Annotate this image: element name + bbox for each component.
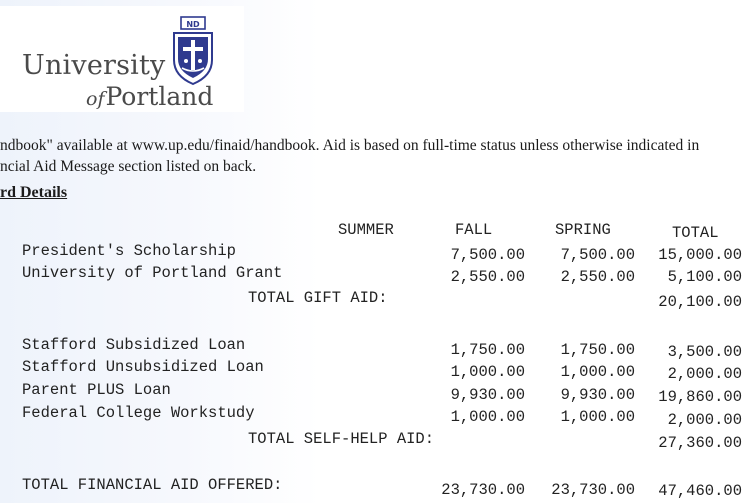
total-amount: 15,000.00 bbox=[658, 246, 742, 264]
aid-name: University of Portland Grant bbox=[22, 264, 283, 282]
spring-amount: 1,750.00 bbox=[560, 341, 635, 359]
crest-icon bbox=[172, 16, 214, 86]
intro-line-1: ndbook" available at www.up.edu/finaid/handbook. Aid is based on full-time status unless otherwise indicated in bbox=[0, 137, 700, 154]
grand-total-label: TOTAL FINANCIAL AID OFFERED: bbox=[22, 476, 283, 494]
total-amount: 2,000.00 bbox=[667, 411, 742, 429]
spring-amount: 1,000.00 bbox=[560, 408, 635, 426]
aid-name: Stafford Unsubsidized Loan bbox=[22, 358, 264, 376]
fall-amount: 1,000.00 bbox=[450, 408, 525, 426]
fall-amount: 2,550.00 bbox=[450, 268, 525, 286]
fall-amount: 1,750.00 bbox=[450, 341, 525, 359]
spring-amount: 1,000.00 bbox=[560, 363, 635, 381]
spring-amount: 7,500.00 bbox=[560, 246, 635, 264]
col-header-summer: SUMMER bbox=[338, 221, 394, 239]
logo-of-word: of bbox=[86, 88, 105, 110]
total-amount: 3,500.00 bbox=[667, 343, 742, 361]
grand-total-total: 47,460.00 bbox=[658, 482, 742, 500]
aid-name: President's Scholarship bbox=[22, 242, 236, 260]
total-gift-aid-label: TOTAL GIFT AID: bbox=[248, 289, 388, 307]
section-title: rd Details bbox=[0, 184, 68, 201]
fall-amount: 9,930.00 bbox=[450, 386, 525, 404]
col-header-total: TOTAL bbox=[672, 224, 719, 242]
col-header-spring: SPRING bbox=[555, 221, 611, 239]
logo-portland-text: Portland bbox=[105, 82, 214, 111]
logo-university-word: University bbox=[22, 50, 166, 81]
total-gift-aid-value: 20,100.00 bbox=[658, 293, 742, 311]
intro-line-2: ncial Aid Message section listed on back. bbox=[0, 158, 257, 175]
total-amount: 5,100.00 bbox=[667, 268, 742, 286]
aid-name: Parent PLUS Loan bbox=[22, 381, 171, 399]
fall-amount: 7,500.00 bbox=[450, 246, 525, 264]
crest-badge-text: ND bbox=[186, 20, 200, 29]
total-selfhelp-aid-value: 27,360.00 bbox=[658, 434, 742, 452]
university-logo bbox=[0, 6, 244, 112]
spring-amount: 2,550.00 bbox=[560, 268, 635, 286]
fall-amount: 1,000.00 bbox=[450, 363, 525, 381]
logo-portland-word bbox=[86, 82, 213, 111]
total-selfhelp-aid-label: TOTAL SELF-HELP AID: bbox=[248, 430, 435, 448]
aid-name: Federal College Workstudy bbox=[22, 404, 255, 422]
grand-total-spring: 23,730.00 bbox=[551, 481, 635, 499]
grand-total-fall: 23,730.00 bbox=[441, 481, 525, 499]
col-header-fall: FALL bbox=[455, 221, 493, 239]
total-amount: 2,000.00 bbox=[667, 365, 742, 383]
total-amount: 19,860.00 bbox=[658, 388, 742, 406]
spring-amount: 9,930.00 bbox=[560, 386, 635, 404]
aid-name: Stafford Subsidized Loan bbox=[22, 336, 246, 354]
